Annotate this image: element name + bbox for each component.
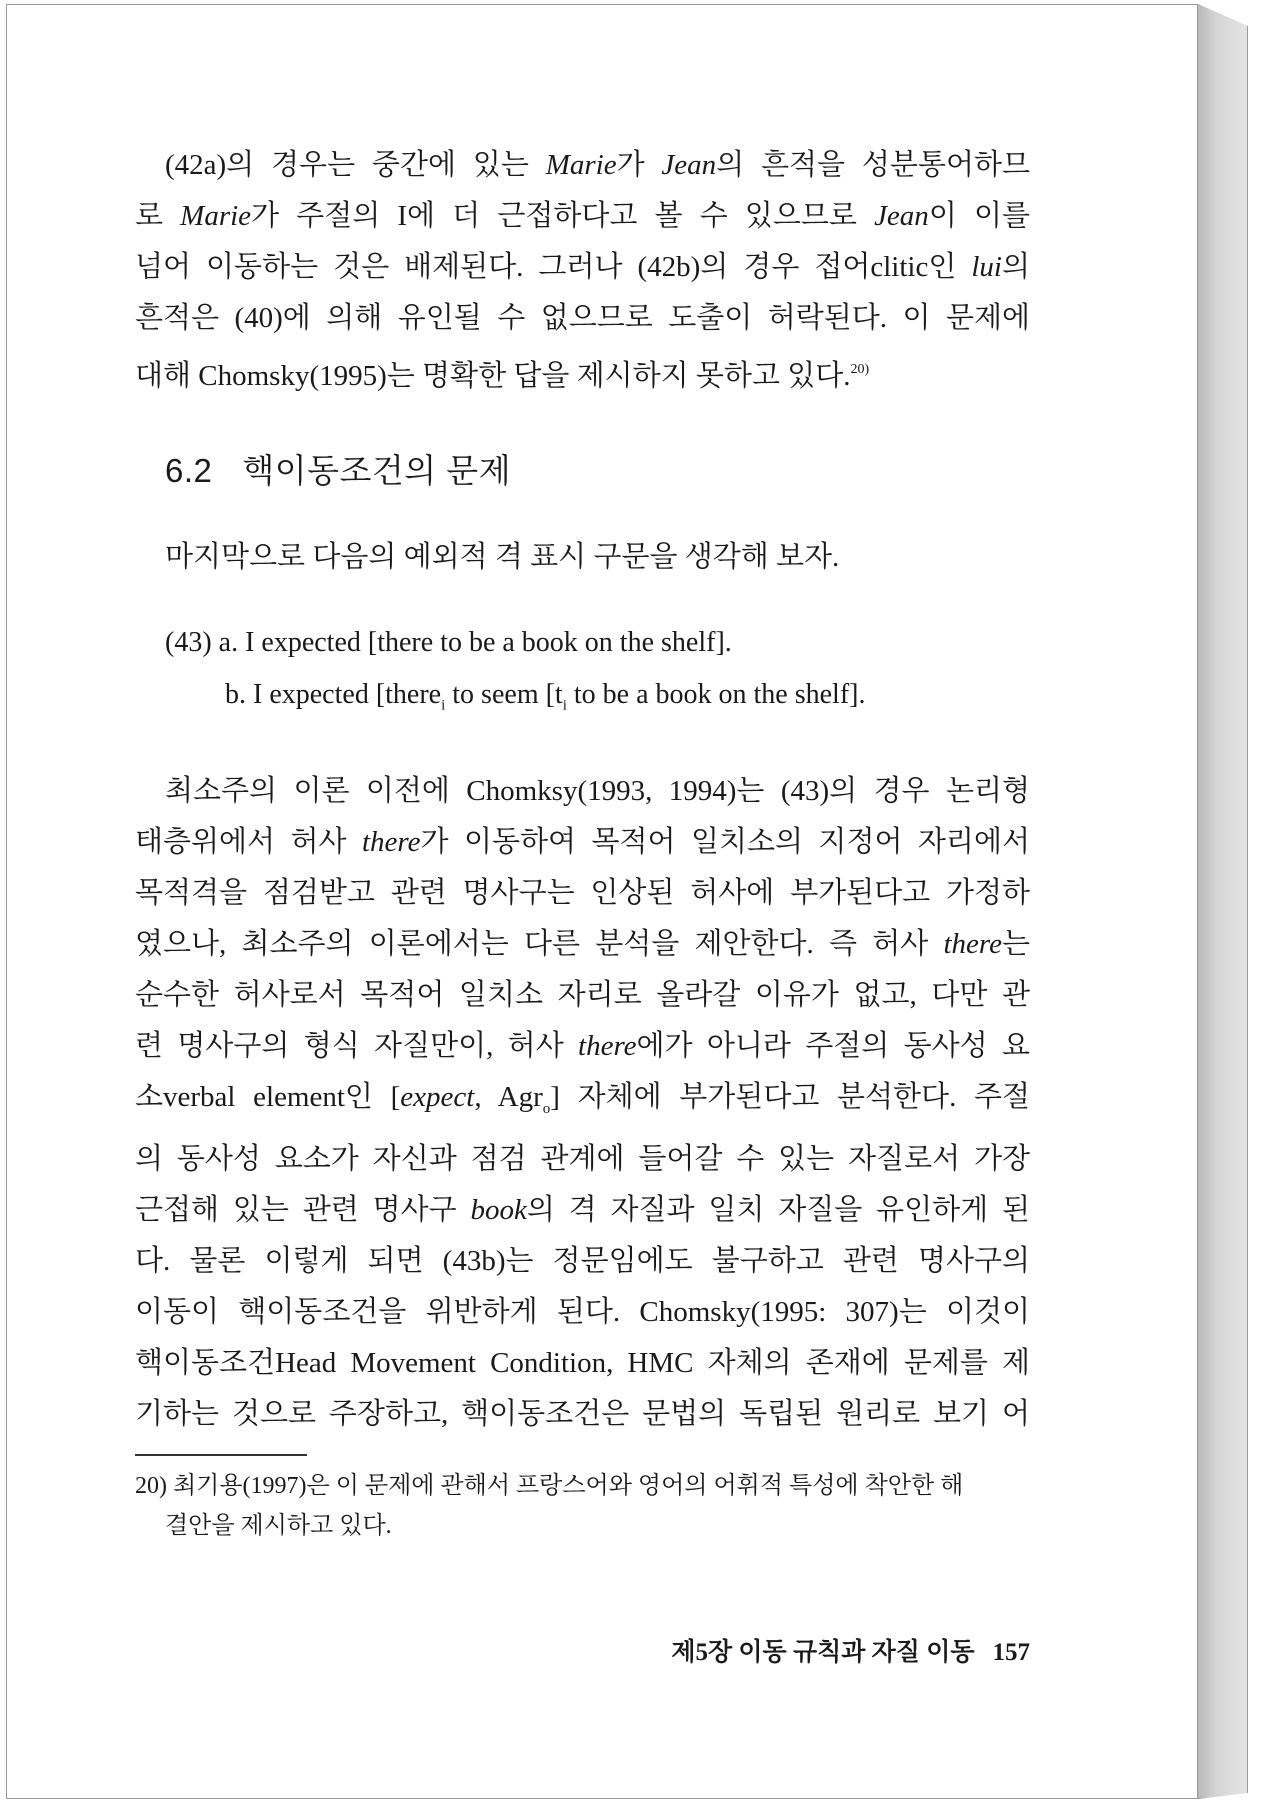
italic-term: lui: [971, 251, 1002, 283]
chapter-title: 제5장 이동 규칙과 자질 이동: [671, 1639, 975, 1666]
paragraph-line: 다. 물론 이렇게 되면 (43b)는 정문임에도 불구하고 관련 명사구의: [135, 1245, 1030, 1278]
section-number: 6.2: [165, 452, 213, 489]
footnote-line: 20) 최기용(1997)은 이 문제에 관해서 프랑스어와 영어의 어휘적 특성에 착안한 해: [135, 1473, 964, 1500]
paragraph-line: 로 Marie가 주절의 I에 더 근접하다고 볼 수 있으므로 Jean이 이를: [135, 200, 1030, 232]
italic-term: book: [470, 1194, 527, 1227]
italic-term: there: [578, 1029, 637, 1062]
paragraph-line: 이동이 핵이동조건을 위반하게 된다. Chomsky(1995: 307)는 이것이: [135, 1296, 1030, 1329]
section-heading: [165, 445, 1030, 492]
subscript-index: i: [562, 697, 567, 714]
paragraph-line: 였으나, 최소주의 이론에서는 다른 분석을 제안한다. 즉 허사 there는: [135, 927, 1030, 960]
intro-sentence: 마지막으로 다음의 예외적 격 표시 구문을 생각해 보자.: [165, 541, 840, 573]
page-edge: [1198, 4, 1248, 1799]
paragraph-line: 최소주의 이론 이전에 Chomksy(1993, 1994)는 (43)의 경우 논리형: [165, 774, 1030, 807]
page-number: 157: [992, 1639, 1030, 1666]
footnote: [135, 1466, 1030, 1546]
italic-term: Jean: [874, 200, 929, 232]
subscript-o: o: [542, 1100, 551, 1117]
example-b-text: to be a book on the shelf].: [566, 679, 866, 710]
italic-term: Marie: [545, 149, 617, 181]
paragraph-line: 핵이동조건Head Movement Condition, HMC 자체의 존재에 문제를 제: [135, 1347, 1030, 1380]
italic-term: expect: [400, 1080, 475, 1113]
paragraph-line: 흔적은 (40)에 의해 유인될 수 없으므로 도출이 허락된다. 이 문제에: [135, 302, 1030, 334]
paragraph-line: 련 명사구의 형식 자질만이, 허사 there에가 아니라 주절의 동사성 요: [135, 1029, 1030, 1062]
example-b: [135, 669, 1030, 732]
footnote-line: 결안을 제시하고 있다.: [165, 1513, 392, 1540]
paragraph-2: [135, 766, 1030, 1441]
italic-term: there: [943, 927, 1002, 960]
page-content: [135, 140, 1030, 1546]
italic-term: Marie: [180, 200, 252, 232]
section-title: 핵이동조건의 문제: [242, 452, 512, 489]
paragraph-line: 목적격을 점검받고 관련 명사구는 인상된 허사에 부가된다고 가정하: [135, 876, 1030, 909]
footnote-divider: [135, 1454, 307, 1456]
italic-term: Jean: [661, 149, 717, 181]
paragraph-line: 순수한 허사로서 목적어 일치소 자리로 올라갈 이유가 없고, 다만 관: [135, 978, 1030, 1011]
paragraph-line: (42a)의 경우는 중간에 있는 Marie가 Jean의 흔적을 성분통어하므: [165, 149, 1030, 181]
example-block: [135, 617, 1030, 732]
paragraph-line: 소verbal element인 [expect, Agr$_o$] 자체에 부가된다고 분석한다. 주절: [135, 1080, 1031, 1117]
paragraph-1: [135, 140, 1030, 402]
paragraph-line: 기하는 것으로 주장하고, 핵이동조건은 문법의 독립된 원리로 보기 어: [135, 1398, 1030, 1431]
footnote-mark: 20): [850, 362, 870, 377]
subscript-index: i: [441, 697, 446, 714]
example-b-text: to seem [t: [445, 679, 563, 710]
example-b-text: b. I expected [there: [225, 679, 442, 710]
paragraph-line: 근접해 있는 관련 명사구 book의 격 자질과 일치 자질을 유인하게 된: [135, 1194, 1030, 1227]
paragraph-line: 태층위에서 허사 there가 이동하여 목적어 일치소의 지정어 자리에서: [135, 825, 1030, 858]
italic-term: there: [361, 825, 421, 858]
running-footer: [135, 1632, 1030, 1668]
example-a: (43) a. I expected [there to be a book on the shelf].: [165, 627, 732, 658]
paragraph-line: 대해 Chomsky(1995)는 명확한 답을 제시하지 못하고 있다.$^{20)}$: [135, 360, 870, 392]
paragraph-line: 의 동사성 요소가 자신과 점검 관계에 들어갈 수 있는 자질로서 가장: [135, 1143, 1030, 1176]
paragraph-line: 넘어 이동하는 것은 배제된다. 그러나 (42b)의 경우 접어clitic인 lui의: [135, 251, 1030, 283]
